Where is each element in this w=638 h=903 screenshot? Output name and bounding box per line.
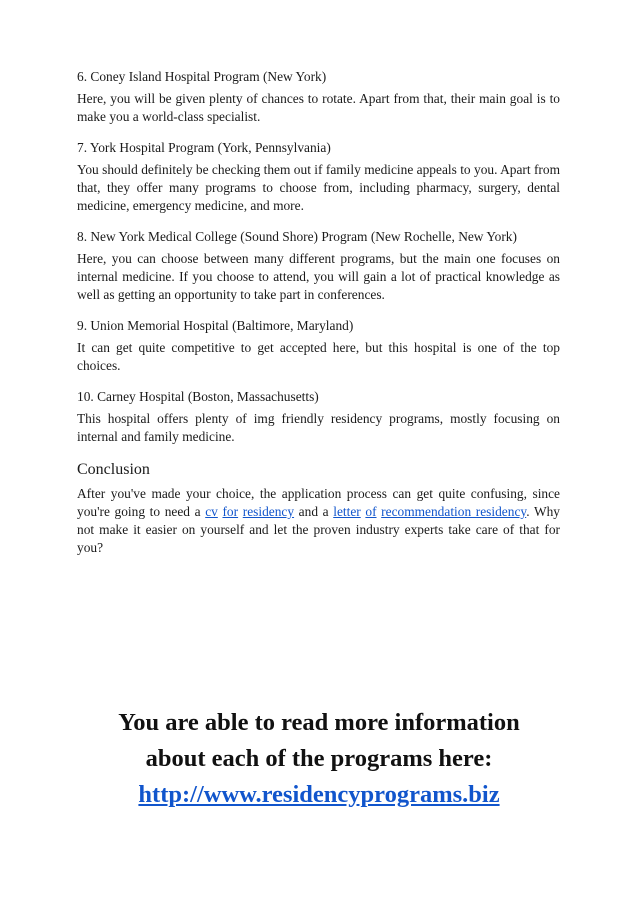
- residency-link[interactable]: residency: [242, 504, 295, 519]
- of-link[interactable]: of: [365, 504, 377, 519]
- conclusion-text: [77, 485, 560, 557]
- conclusion-text-part: After you've made your choice, the application process can get quite confusing, since you're going to need a: [77, 486, 560, 519]
- for-link[interactable]: for: [222, 504, 239, 519]
- residency-programs-link[interactable]: http://www.residencyprograms.biz: [138, 781, 500, 808]
- call-to-action: [0, 705, 638, 813]
- section-7-text: You should definitely be checking them out if family medicine appeals to you. Apart from that, they offer many programs to choose from, including pharmacy, surgery, dental medicine, emergency medicine, and more.: [77, 162, 560, 213]
- cv-link[interactable]: cv: [205, 504, 218, 519]
- recommendation-residency-link[interactable]: recommendation residency: [381, 504, 527, 519]
- section-6-text: Here, you will be given plenty of chances to rotate. Apart from that, their main goal is to make you a world-class specialist.: [77, 91, 560, 124]
- conclusion-text-part: and a: [294, 504, 334, 519]
- cta-line-1: You are able to read more information: [118, 709, 520, 736]
- section-8-text: Here, you can choose between many different programs, but the main one focuses on internal medicine. If you choose to attend, you will gain a lot of practical knowledge as well as getting an opportunity to take part in conferences.: [77, 251, 560, 302]
- section-9-heading: 9. Union Memorial Hospital (Baltimore, Maryland): [77, 318, 354, 333]
- section-10-text: This hospital offers plenty of img friendly residency programs, mostly focusing on internal and family medicine.: [77, 411, 560, 444]
- section-10-heading: 10. Carney Hospital (Boston, Massachusetts): [77, 389, 319, 404]
- section-8-heading: 8. New York Medical College (Sound Shore) Program (New Rochelle, New York): [77, 229, 517, 244]
- section-7-heading: 7. York Hospital Program (York, Pennsylvania): [77, 140, 331, 155]
- section-9-text: It can get quite competitive to get accepted here, but this hospital is one of the top choices.: [77, 340, 560, 373]
- section-6-heading: 6. Coney Island Hospital Program (New York): [77, 69, 327, 84]
- cta-line-2: about each of the programs here:: [145, 745, 493, 772]
- conclusion-title: Conclusion: [77, 461, 150, 478]
- letter-link[interactable]: letter: [333, 504, 361, 519]
- conclusion-text-part: . Why not make it easier on yourself and let the proven industry experts take care of that for you?: [77, 504, 560, 555]
- document-body: [77, 68, 560, 570]
